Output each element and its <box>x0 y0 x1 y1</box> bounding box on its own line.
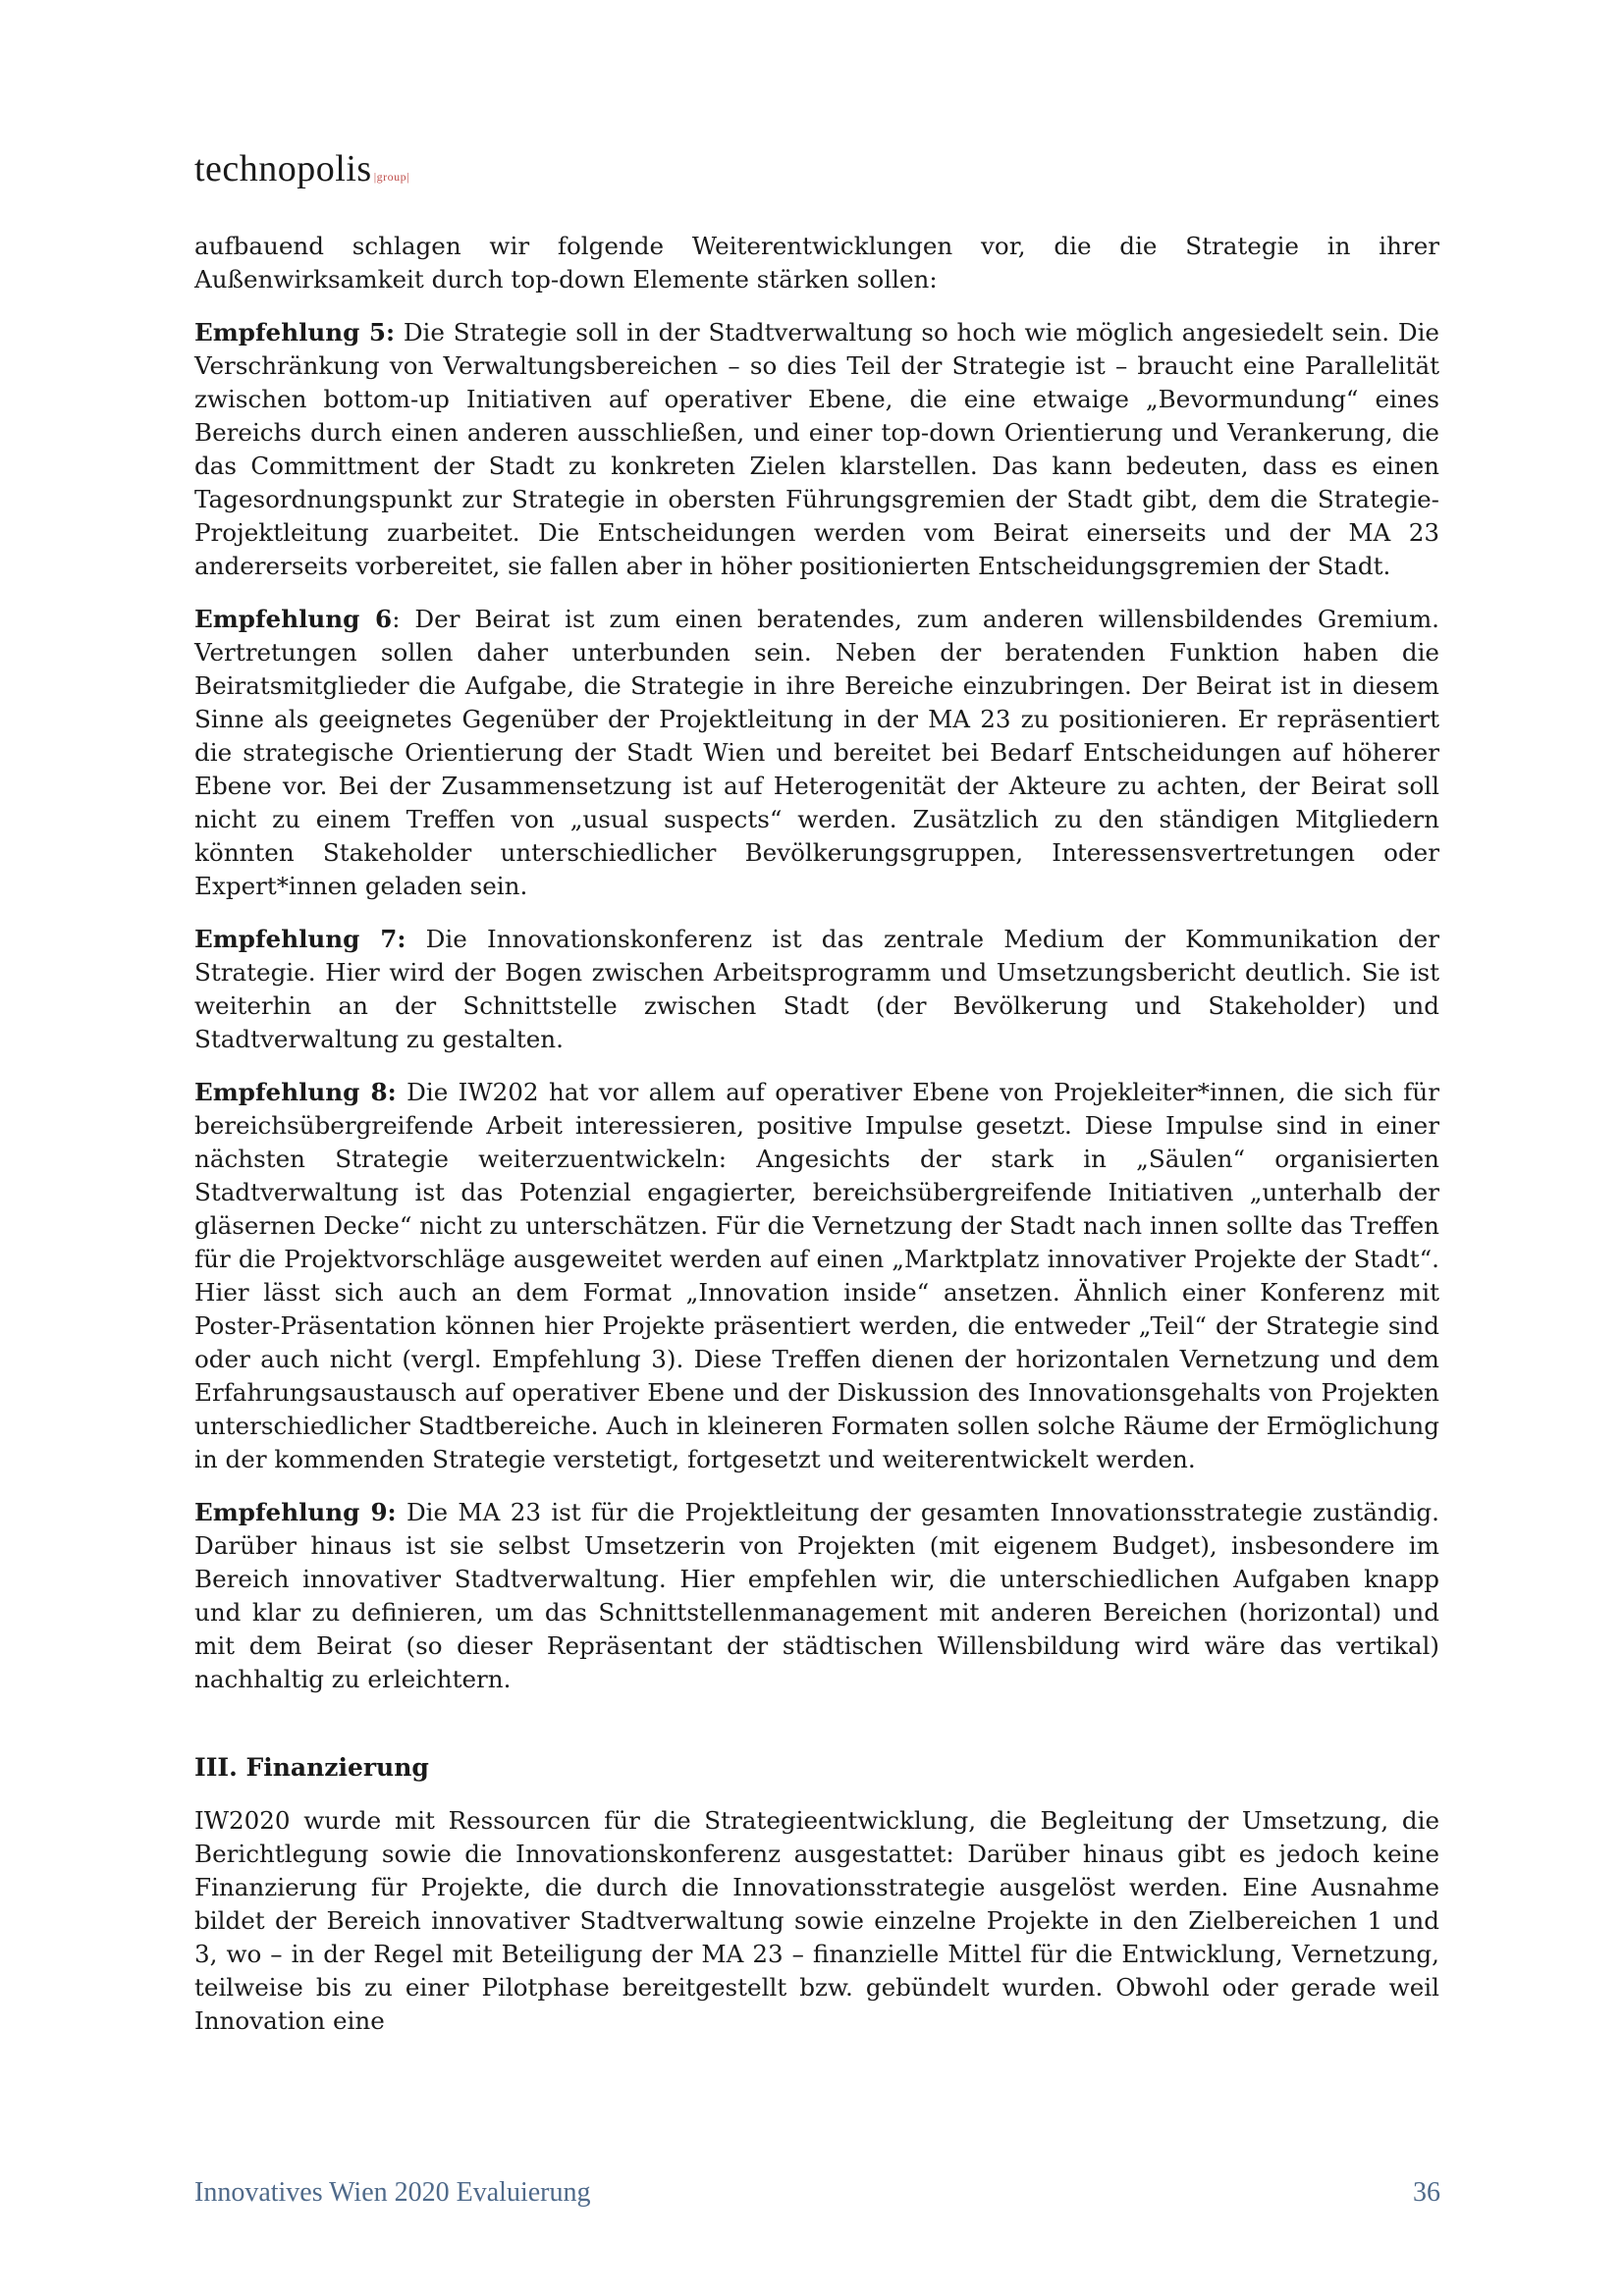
recommendation-text: Die MA 23 ist für die Projektleitung der gesamten Innovationsstrategie zuständig. Darüber hinaus ist sie selbst Umsetzerin von Projekten (mit eigenem Budget), insbesondere im Bereich innovativer Stadtverwaltung. Hier empfehlen wir, die unterschiedlichen Aufgaben knapp und klar zu definieren, um das Schnittstellenmanagement mit anderen Bereichen (horizontal) und mit dem Beirat (so dieser Repräsentant der städtischen Willensbildung wird wäre das vertikal) nachhaltig zu erleichtern. <box>194 1498 1439 1693</box>
page-number: 36 <box>1413 2177 1440 2208</box>
recommendation-label: Empfehlung 5: <box>194 318 396 347</box>
logo-text: technopolis <box>194 148 372 189</box>
page-content <box>194 230 1439 2057</box>
recommendation-text: : Der Beirat ist zum einen beratendes, zum anderen willensbildendes Gremium. Vertretungen sollen daher unterbunden sein. Neben der beratenden Funktion haben die Beiratsmitglieder die Aufgabe, die Strategie in ihre Bereiche einzubringen. Der Beirat ist in diesem Sinne als geeignetes Gegenüber der Projektleitung in der MA 23 zu positionieren. Er repräsentiert die strategische Orientierung der Stadt Wien und bereitet bei Bedarf Entscheidungen auf höherer Ebene vor. Bei der Zusammensetzung ist auf Heterogenität der Akteure zu achten, der Beirat soll nicht zu einem Treffen von „usual suspects“ werden. Zusätzlich zu den ständigen Mitgliedern könnten Stakeholder unterschiedlicher Bevölkerungsgruppen, Interessensvertretungen oder Expert*innen geladen sein. <box>194 605 1439 900</box>
intro-paragraph: aufbauend schlagen wir folgende Weiterentwicklungen vor, die die Strategie in ihrer Außenwirksamkeit durch top-down Elemente stärken sollen: <box>194 232 1439 294</box>
logo-group-suffix: |group| <box>373 170 410 184</box>
recommendation-label: Empfehlung 6 <box>194 605 393 633</box>
recommendation-text: Die Innovationskonferenz ist das zentrale Medium der Kommunikation der Strategie. Hier wird der Bogen zwischen Arbeitsprogramm und Umsetzungsbericht deutlich. Sie ist weiterhin an der Schnittstelle zwischen Stadt (der Bevölkerung und Stakeholder) und Stadtverwaltung zu gestalten. <box>194 925 1439 1053</box>
section-paragraph: IW2020 wurde mit Ressourcen für die Strategieentwicklung, die Begleitung der Umsetzung, die Berichtlegung sowie die Innovationskonferenz ausgestattet: Darüber hinaus gibt es jedoch keine Finanzierung für Projekte, die durch die Innovationsstrategie ausgelöst werden. Eine Ausnahme bildet der Bereich innovativer Stadtverwaltung sowie einzelne Projekte in den Zielbereichen 1 und 3, wo – in der Regel mit Beteiligung der MA 23 – finanzielle Mittel für die Entwicklung, Vernetzung, teilweise bis zu einer Pilotphase bereitgestellt bzw. gebündelt wurden. Obwohl oder gerade weil Innovation eine <box>194 1806 1439 2035</box>
section-heading: III. Finanzierung <box>194 1753 429 1782</box>
recommendation-label: Empfehlung 7: <box>194 925 406 953</box>
technopolis-logo <box>194 147 409 190</box>
recommendation-text: Die IW202 hat vor allem auf operativer Ebene von Projekleiter*innen, die sich für bereichsübergreifende Arbeit interessieren, positive Impulse gesetzt. Diese Impulse sind in einer nächsten Strategie weiterzuentwickeln: Angesichts der stark in „Säulen“ organisierten Stadtverwaltung ist das Potenzial engagierter, bereichsübergreifende Initiativen „unterhalb der gläsernen Decke“ nicht zu unterschätzen. Für die Vernetzung der Stadt nach innen sollte das Treffen für die Projektvorschläge ausgeweitet werden auf einen „Marktplatz innovativer Projekte der Stadt“. Hier lässt sich auch an dem Format „Innovation inside“ ansetzen. Ähnlich einer Konferenz mit Poster-Präsentation können hier Projekte präsentiert werden, die entweder „Teil“ der Strategie sind oder auch nicht (vergl. Empfehlung 3). Diese Treffen dienen der horizontalen Vernetzung und dem Erfahrungsaustausch auf operativer Ebene und der Diskussion des Innovationsgehalts von Projekten unterschiedlicher Stadtbereiche. Auch in kleineren Formaten sollen solche Räume der Ermöglichung in der kommenden Strategie verstetigt, fortgesetzt und weiterentwickelt werden. <box>194 1078 1439 1473</box>
recommendation-9 <box>194 1496 1439 1696</box>
recommendation-5 <box>194 316 1439 583</box>
footer-title: Innovatives Wien 2020 Evaluierung <box>194 2177 591 2208</box>
recommendation-8 <box>194 1076 1439 1476</box>
recommendation-6 <box>194 603 1439 903</box>
recommendation-label: Empfehlung 8: <box>194 1078 397 1106</box>
recommendation-label: Empfehlung 9: <box>194 1498 397 1526</box>
recommendation-text: Die Strategie soll in der Stadtverwaltung so hoch wie möglich angesiedelt sein. Die Verschränkung von Verwaltungsbereichen – so dies Teil der Strategie ist – braucht eine Parallelität zwischen bottom-up Initiativen auf operativer Ebene, die eine etwaige „Bevormundung“ eines Bereichs durch einen anderen ausschließen, und einer top-down Orientierung und Verankerung, die das Committment der Stadt zu konkreten Zielen klarstellen. Das kann bedeuten, dass es einen Tagesordnungspunkt zur Strategie in obersten Führungsgremien der Stadt gibt, dem die Strategie-Projektleitung zuarbeitet. Die Entscheidungen werden vom Beirat einerseits und der MA 23 andererseits vorbereitet, sie fallen aber in höher positionierten Entscheidungsgremien der Stadt. <box>194 318 1439 580</box>
recommendation-7 <box>194 923 1439 1056</box>
